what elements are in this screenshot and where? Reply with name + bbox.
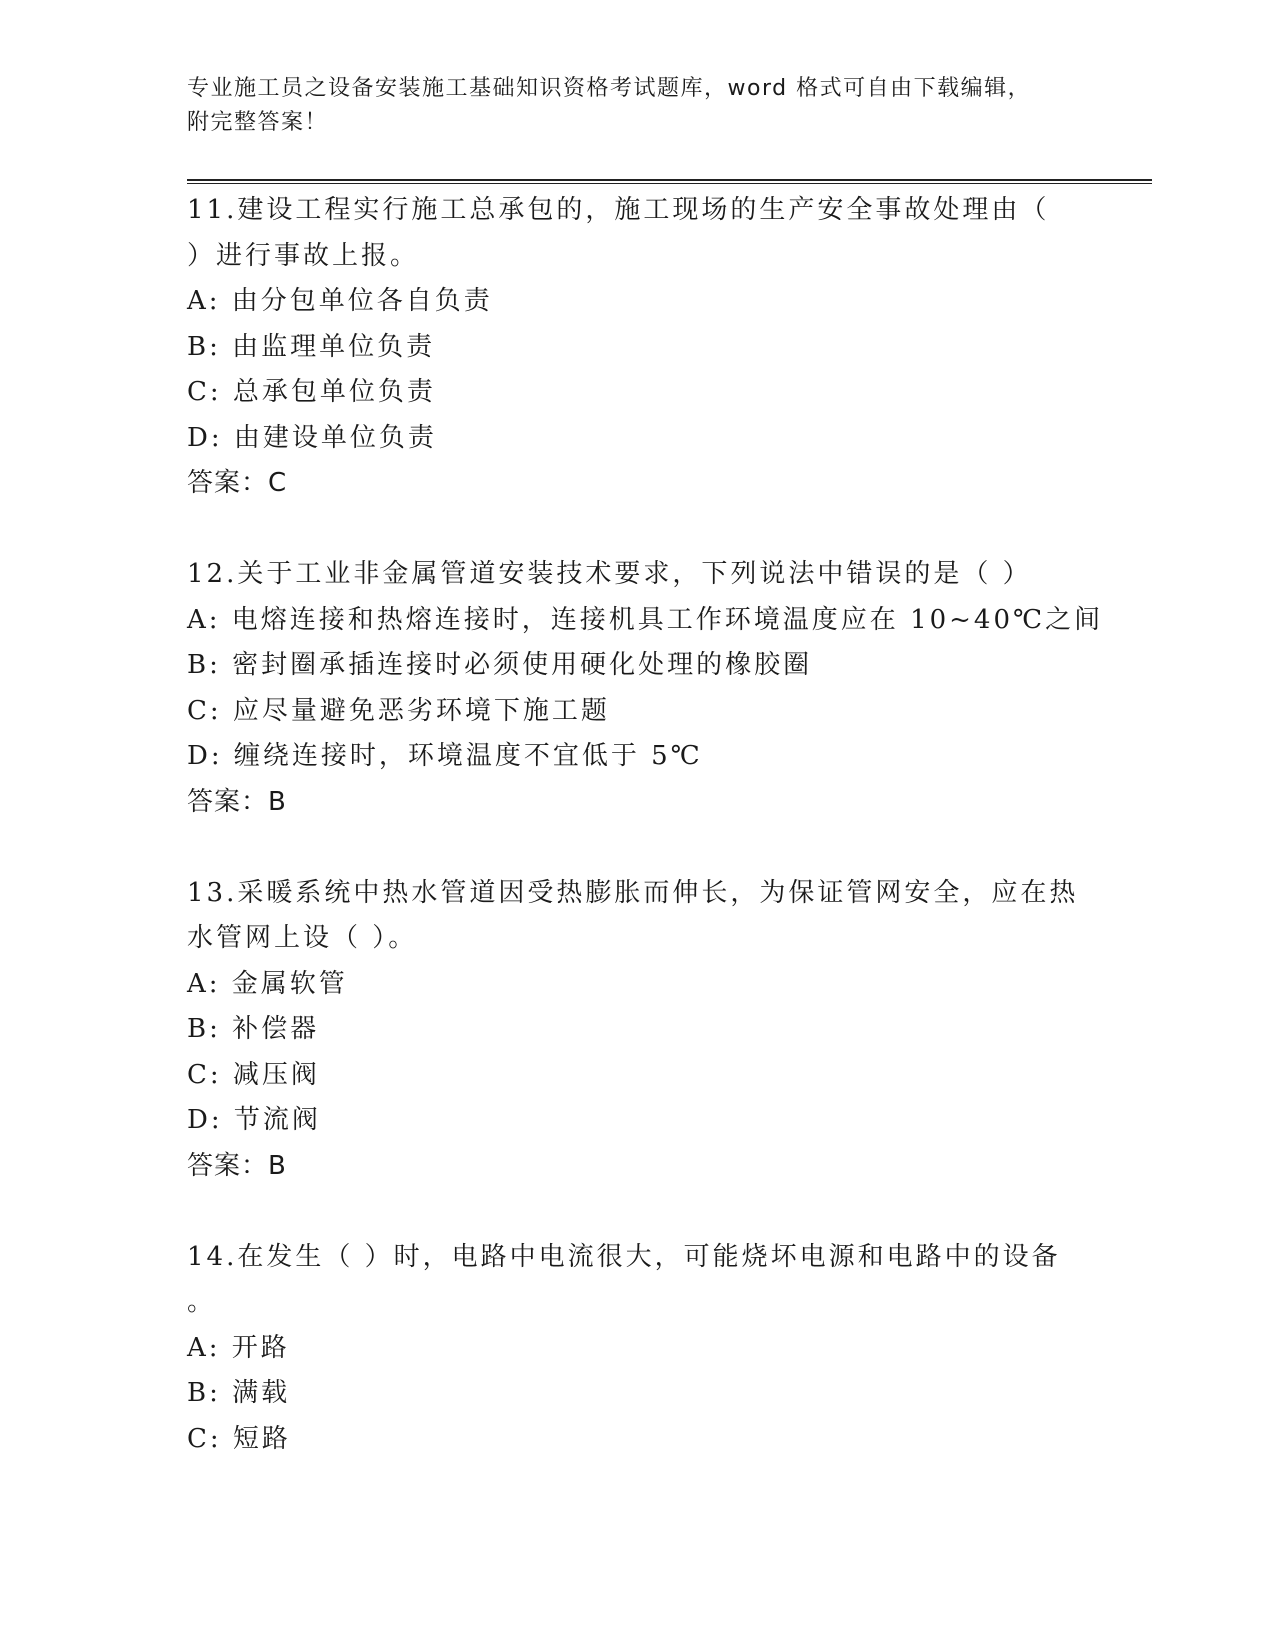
question-11	[187, 188, 1147, 507]
spacer	[187, 1189, 1147, 1235]
header-line-2: 附完整答案！	[187, 110, 329, 135]
option-b: B: 补偿器	[187, 1014, 320, 1044]
option-b: B: 由监理单位负责	[187, 331, 436, 362]
question-list	[187, 188, 1147, 1462]
header-line-1: 专业施工员之设备安装施工基础知识资格考试题库，word 格式可自由下载编辑，	[187, 76, 1032, 101]
option-c: C: 减压阀	[187, 1059, 320, 1090]
question-stem: 11.建设工程实行施工总承包的，施工现场的生产安全事故处理由（	[187, 195, 1050, 225]
option-b: B: 满载	[187, 1378, 291, 1408]
answer: 答案：B	[187, 1150, 287, 1181]
option-c: C: 应尽量避免恶劣环境下施工题	[187, 695, 610, 726]
question-13	[187, 871, 1147, 1190]
answer: 答案：B	[187, 786, 287, 817]
answer: 答案：C	[187, 468, 288, 498]
option-a: A: 金属软管	[187, 968, 348, 999]
question-stem: 。	[187, 1287, 217, 1317]
question-stem: 12.关于工业非金属管道安装技术要求，下列说法中错误的是（ ）	[187, 559, 1032, 589]
spacer	[187, 825, 1147, 871]
option-c: C: 总承包单位负责	[187, 377, 436, 407]
question-12	[187, 552, 1147, 825]
document-header	[187, 72, 1087, 140]
document-page	[187, 0, 1147, 1650]
question-stem: 13.采暖系统中热水管道因受热膨胀而伸长，为保证管网安全，应在热	[187, 877, 1079, 908]
question-stem: 14.在发生（ ）时，电路中电流很大，可能烧坏电源和电路中的设备	[187, 1241, 1061, 1272]
option-c: C: 短路	[187, 1423, 291, 1454]
question-stem: 水管网上设（ ）。	[187, 923, 418, 953]
option-d: D: 节流阀	[187, 1105, 321, 1135]
option-d: D: 由建设单位负责	[187, 422, 437, 453]
header-divider	[187, 179, 1152, 184]
option-a: A: 电熔连接和热熔连接时，连接机具工作环境温度应在 10~40℃之间	[187, 604, 1104, 635]
option-b: B: 密封圈承插连接时必须使用硬化处理的橡胶圈	[187, 650, 813, 680]
option-a: A: 开路	[187, 1332, 290, 1363]
option-a: A: 由分包单位各自负责	[187, 286, 493, 316]
spacer	[187, 507, 1147, 553]
question-stem: ）进行事故上报。	[187, 240, 420, 271]
question-14	[187, 1235, 1147, 1463]
option-d: D: 缠绕连接时，环境温度不宜低于 5℃	[187, 741, 703, 771]
